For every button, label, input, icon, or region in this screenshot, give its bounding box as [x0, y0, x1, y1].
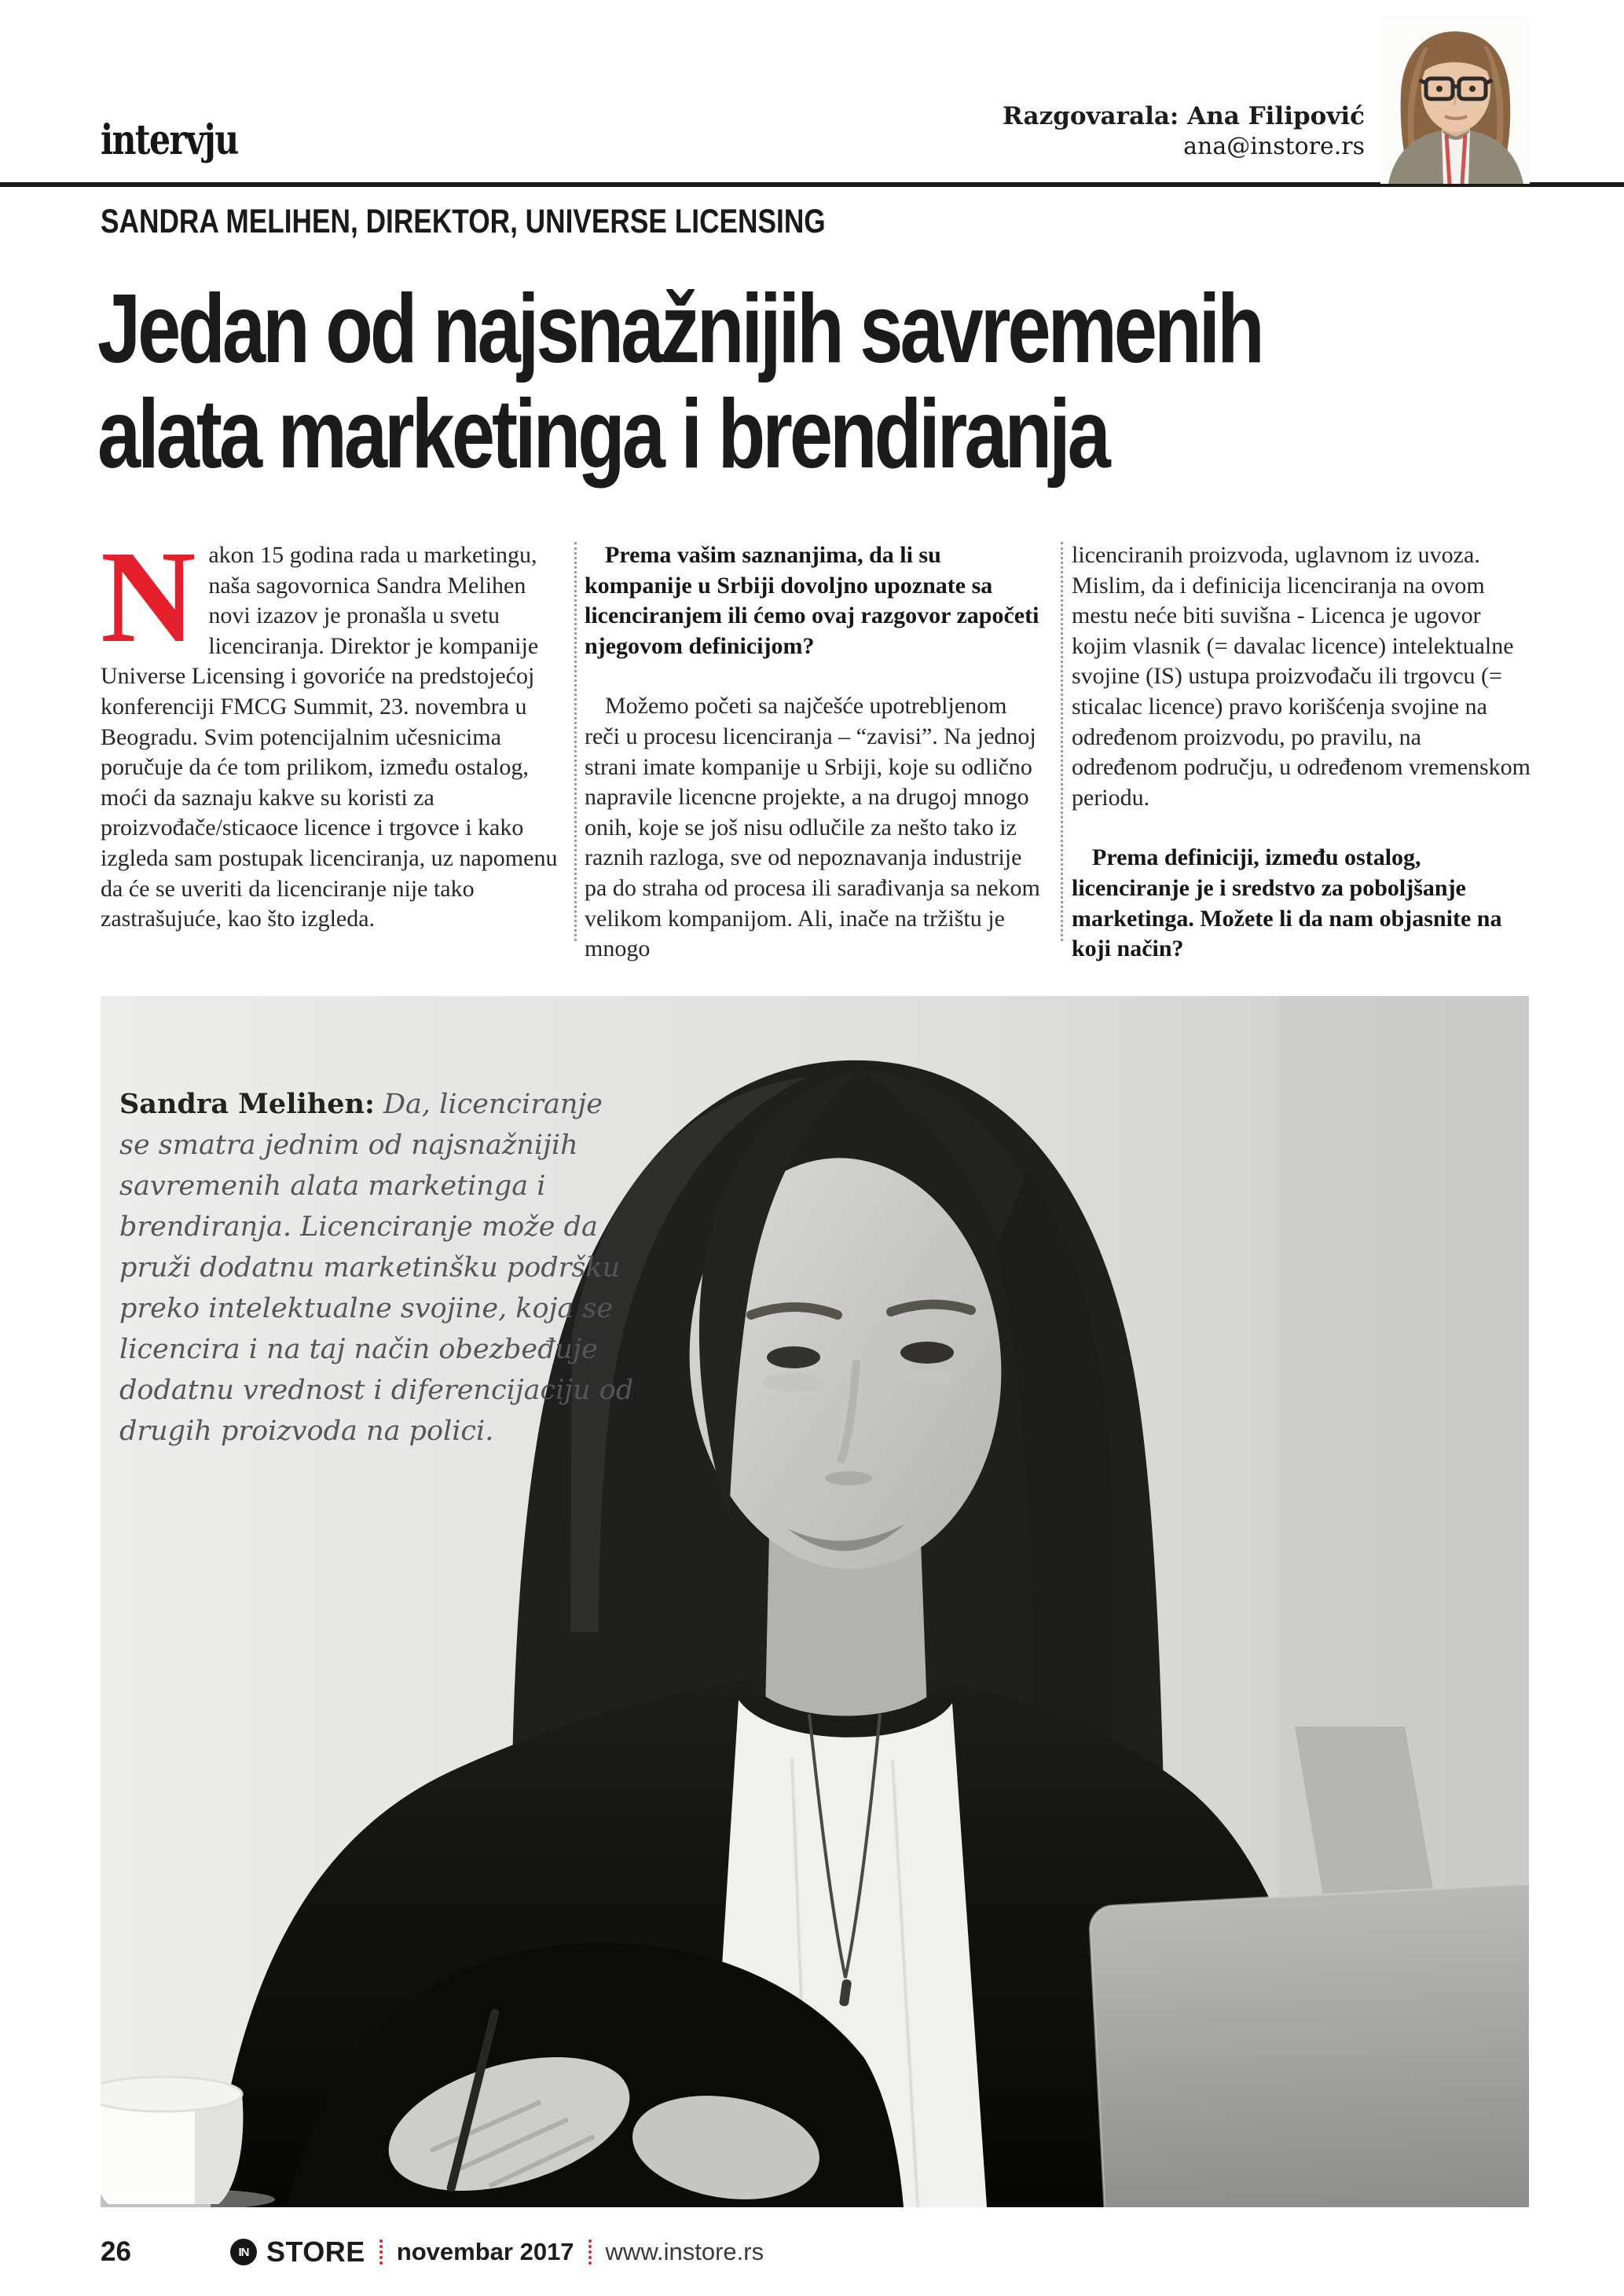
instore-logo-icon: IN — [230, 2239, 257, 2265]
column-divider — [1061, 542, 1063, 941]
interview-question-1: Prema vašim saznanjima, da li su kompanije u Srbiji dovoljno upoznate sa licenciranjem ili ćemo ovaj razgovor započeti njegovom definicijom? — [585, 542, 1039, 659]
intro-text: akon 15 godina rada u marketingu, naša sagovornica Sandra Melihen novi izazov je pronašla u svetu licenciranja. Direktor je kompanije Universe Licensing i govoriće na predstojećoj konferenciji FMCG Summit, 23. novembra u Beogradu. Svim potencijalnim učesnicima poručuje da će tom prilikom, između ostalog, moći da saznaju kakve su koristi za proizvođače/sticaoce licence i trgovce i kako izgleda sam postupak licenciranja, uz napomenu da će se uveriti da licenciranje nije tako zastrašujuće, kao što izgleda. — [101, 542, 558, 932]
footer-separator — [588, 2239, 592, 2265]
headline-line1: Jedan od najsnažnijih savremenih — [97, 275, 1262, 383]
footer-separator — [379, 2239, 383, 2265]
interview-answer-1: Možemo početi sa najčešće upotrebljenom reči u procesu licenciranja – “zavisi”. Na jednoj strani imate kompanije u Srbiji, koje su odlično napravile licencne projekte, a na drugoj mnogo onih, koje se još nisu odlučile za nešto tako iz raznih razloga, sve od nepoznavanja industrije pa do straha od procesa ili sarađivanja sa nekom velikom kompanijom. Ali, inače na tržištu je mnogo — [585, 693, 1040, 962]
page-footer — [101, 2236, 764, 2269]
drop-cap: N — [101, 524, 196, 670]
byline-author: Razgovarala: Ana Filipović — [1003, 102, 1365, 130]
quote-text: Da, licenciranje se smatra jednim od najsnažnijih savremenih alata marketinga i brendiranja. Licenciranje može da pruži dodatnu marketinšku podršku preko intelektualne svojine, koja se licencira i na taj način obezbeđuje dodatnu vrednost i diferencijaciju od drugih proizvoda na polici. — [119, 1089, 634, 1447]
byline-email: ana@instore.rs — [1183, 133, 1365, 160]
page-number: 26 — [101, 2236, 131, 2267]
website-url: www.instore.rs — [605, 2238, 764, 2265]
section-label: intervju — [101, 116, 238, 164]
instore-logo — [230, 2236, 365, 2269]
kicker: SANDRA MELIHEN, DIREKTOR, UNIVERSE LICENSING — [101, 203, 826, 240]
quote-speaker: Sandra Melihen: — [119, 1088, 375, 1120]
issue-date: novembar 2017 — [396, 2238, 574, 2265]
article-column-3 — [1072, 540, 1532, 965]
author-portrait-photo — [1380, 17, 1530, 184]
intro-paragraph — [101, 524, 561, 935]
paragraph-spacer — [1072, 813, 1532, 843]
headline-line2: alata marketinga i brendiranja — [97, 380, 1108, 489]
column-divider — [574, 542, 577, 941]
interview-answer-1-continued: licenciranih proizvoda, uglavnom iz uvoza. Mislim, da i definicija licenciranja na ovom mestu neće biti suvišna - Licenca je ugovor kojim vlasnik (= davalac licence) intelektualne svojine (IS) ustupa proizvođaču ili trgovcu (= sticalac licence) pravo korišćenja svojine na određenom proizvodu, po pravilu, na određenom području, u određenom vremenskom periodu. — [1072, 542, 1531, 811]
article-column-2 — [585, 540, 1045, 965]
article-column-1 — [101, 524, 561, 935]
interview-question-2: Prema definiciji, između ostalog, licenciranje je i sredstvo za poboljšanje marketinga. Možete li da nam objasnite na koji način? — [1072, 844, 1502, 962]
photo-quote — [119, 1084, 638, 1452]
instore-logo-text: STORE — [266, 2236, 365, 2268]
byline-block — [1003, 101, 1365, 162]
paragraph-spacer — [585, 661, 1045, 691]
